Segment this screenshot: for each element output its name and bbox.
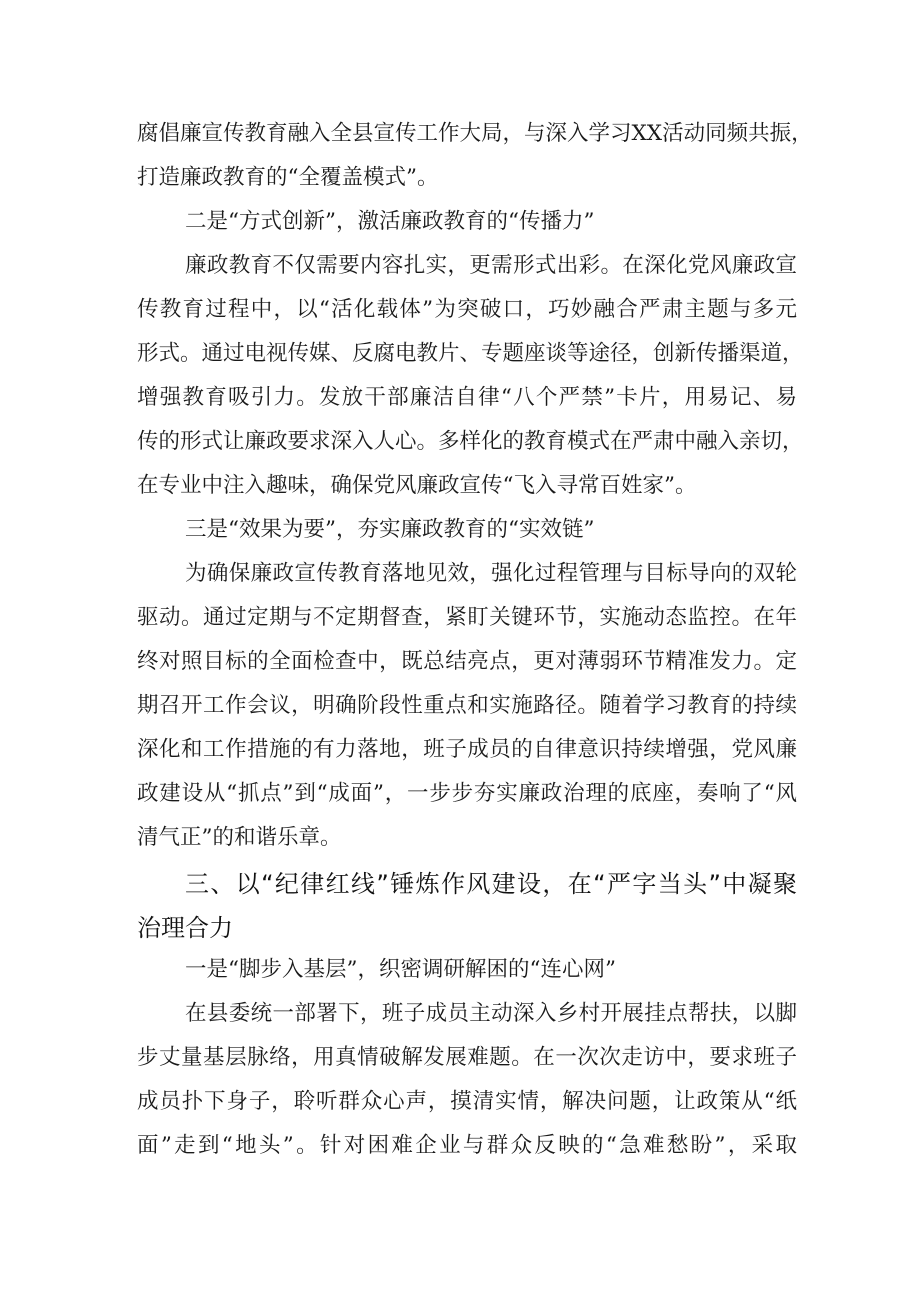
body-line: 增强教育吸引力。发放干部廉洁自律“八个严禁”卡片，用易记、易 bbox=[137, 385, 797, 410]
body-line: 传教育过程中，以“活化载体”为突破口，巧妙融合严肃主题与多元 bbox=[137, 297, 797, 322]
body-line: 清气正”的和谐乐章。 bbox=[137, 825, 342, 850]
body-line: 廉政教育不仅需要内容扎实，更需形式出彩。在深化党风廉政宣 bbox=[185, 253, 797, 278]
body-line: 驱动。通过定期与不定期督查，紧盯关键环节，实施动态监控。在年 bbox=[137, 605, 797, 630]
body-line: 在专业中注入趣味，确保党风廉政宣传“飞入寻常百姓家”。 bbox=[137, 473, 697, 498]
body-line: 政建设从“抓点”到“成面”，一步步夯实廉政治理的底座，奏响了“风 bbox=[137, 781, 797, 806]
body-line: 形式。通过电视传媒、反腐电教片、专题座谈等途径，创新传播渠道， bbox=[137, 341, 804, 366]
body-line: 腐倡廉宣传教育融入全县宣传工作大局，与深入学习XX活动同频共振， bbox=[137, 121, 813, 146]
body-line: 步丈量基层脉络，用真情破解发展难题。在一次次走访中，要求班子 bbox=[137, 1045, 797, 1070]
subheading: 二是“方式创新”，激活廉政教育的“传播力” bbox=[185, 209, 595, 234]
body-line: 传的形式让廉政要求深入人心。多样化的教育模式在严肃中融入亲切， bbox=[137, 429, 804, 454]
subheading: 一是“脚步入基层”，织密调研解困的“连心网” bbox=[185, 957, 616, 982]
body-line: 终对照目标的全面检查中，既总结亮点，更对薄弱环节精准发力。定 bbox=[137, 649, 797, 674]
body-line: 在县委统一部署下，班子成员主动深入乡村开展挂点帮扶，以脚 bbox=[185, 1001, 797, 1026]
body-line: 深化和工作措施的有力落地，班子成员的自律意识持续增强，党风廉 bbox=[137, 737, 797, 762]
section-heading: 三、以“纪律红线”锤炼作风建设，在“严字当头”中凝聚 bbox=[185, 870, 797, 898]
section-heading: 治理合力 bbox=[137, 914, 233, 942]
body-line: 打造廉政教育的“全覆盖模式”。 bbox=[137, 165, 439, 190]
body-line: 期召开工作会议，明确阶段性重点和实施路径。随着学习教育的持续 bbox=[137, 693, 797, 718]
subheading: 三是“效果为要”，夯实廉政教育的“实效链” bbox=[185, 517, 595, 542]
body-line: 面”走到“地头”。针对困难企业与群众反映的“急难愁盼”，采取 bbox=[137, 1133, 797, 1158]
body-line: 为确保廉政宣传教育落地见效，强化过程管理与目标导向的双轮 bbox=[185, 561, 797, 586]
body-line: 成员扑下身子，聆听群众心声，摸清实情，解决问题，让政策从“纸 bbox=[137, 1089, 797, 1114]
